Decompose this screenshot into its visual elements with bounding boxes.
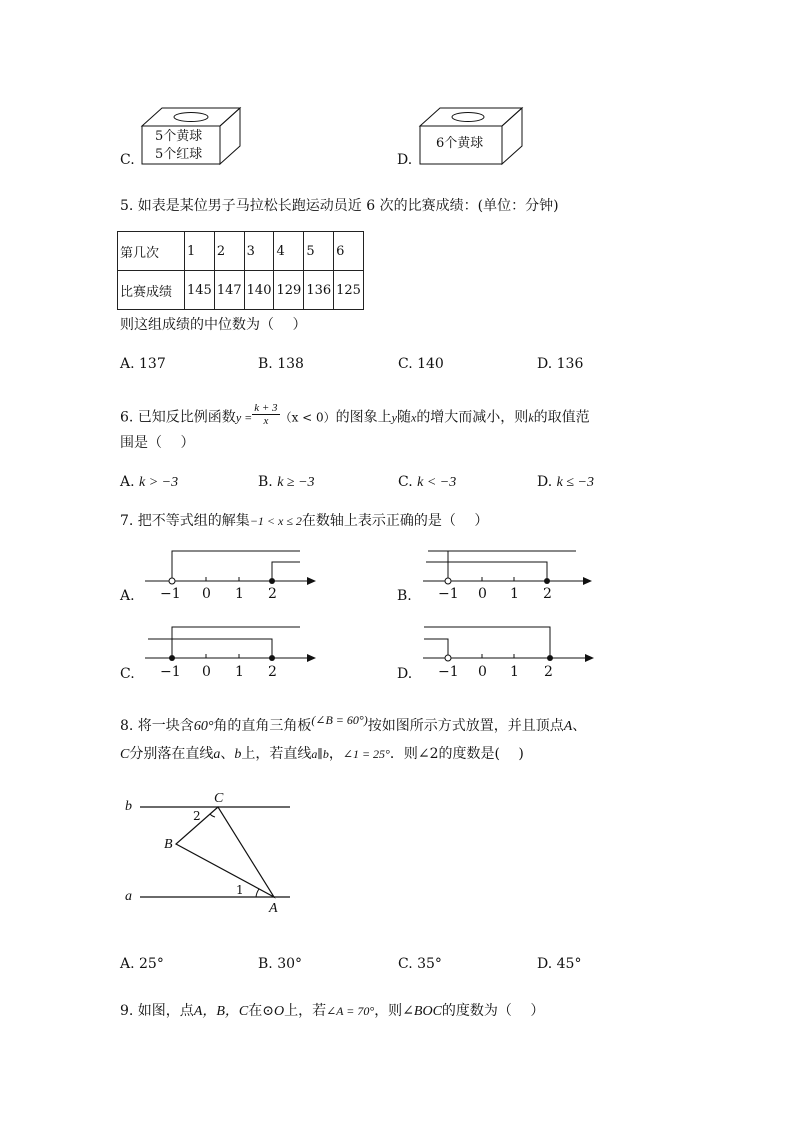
q8-option-a: A. 25° (120, 956, 164, 972)
table-cell: 129 (274, 271, 304, 310)
score-table (117, 231, 364, 310)
q6-stem-b: 的图象上 (335, 409, 392, 426)
q8-point-c: C (120, 747, 130, 762)
q8-text: 、 (572, 718, 587, 734)
option-label: C. (398, 474, 413, 490)
q9-points: A，B，C (193, 1004, 249, 1019)
option-label: D. (537, 474, 553, 490)
q8-line-b: b (234, 747, 242, 762)
q7-stem (120, 511, 488, 531)
fig-label-angle-1: 1 (236, 883, 244, 897)
table-cell: 125 (334, 271, 364, 310)
q4-option-c-line2: 5个红球 (155, 147, 203, 162)
q8-text: 上，若直线 (241, 746, 312, 762)
q8-option-d: D. 45° (537, 956, 582, 972)
table-cell: 比赛成绩 (118, 271, 185, 310)
tick-label: 1 (510, 586, 519, 602)
option-label: B. (258, 474, 273, 490)
table-cell: 5 (304, 232, 334, 271)
q6-option-b (258, 472, 315, 493)
q6-stem-line1 (120, 402, 590, 430)
tick-label: −1 (438, 586, 459, 602)
q9-text: 上，若 (284, 1003, 327, 1019)
q5-stem: 5. 如表是某位男子马拉松长跑运动员近 6 次的比赛成绩：(单位：分钟) (120, 198, 559, 214)
q4-option-d-line1: 6个黄球 (436, 136, 484, 151)
q7-stem-b: 在数轴上表示正确的是（ ） (301, 513, 489, 529)
q8-line-a: a (213, 747, 221, 762)
option-value: k > −3 (139, 475, 179, 490)
q5-option-d: D. 136 (537, 356, 584, 372)
tick-label: 0 (202, 664, 211, 680)
q8-text: ， (328, 746, 343, 762)
q9-angle-a: ∠A = 70° (326, 1004, 375, 1018)
q5-option-b: B. 138 (258, 356, 304, 372)
table-cell: 6 (334, 232, 364, 271)
q6-func-y: y = (235, 410, 253, 425)
tick-label: −1 (160, 586, 181, 602)
q6-var-x: x (410, 410, 417, 425)
table-cell: 4 (274, 232, 304, 271)
table-cell: 145 (185, 271, 215, 310)
q9-stem (120, 1001, 544, 1022)
table-cell: 140 (244, 271, 274, 310)
q8-option-c: C. 35° (398, 956, 442, 972)
tick-label: 1 (235, 664, 244, 680)
table-cell: 1 (185, 232, 215, 271)
q6-var-y: y (391, 410, 397, 425)
q5-option-a: A. 137 (120, 356, 166, 372)
q6-stem-e: 的取值范 (533, 409, 590, 426)
q8-angle-1: ∠1 = 25° (342, 747, 390, 761)
q6-stem-line2: 围是（ ） (120, 435, 195, 451)
fig-label-b: b (125, 799, 132, 814)
q8-text: 分别落在直线 (129, 746, 214, 762)
option-label: A. (120, 474, 135, 490)
table-row (118, 271, 364, 310)
q6-option-d (537, 472, 594, 493)
tick-label: 2 (543, 586, 552, 602)
q6-option-c (398, 472, 456, 493)
q5-option-c: C. 140 (398, 356, 444, 372)
tick-label: 2 (544, 664, 553, 680)
q8-text: 、 (220, 746, 235, 762)
table-cell: 136 (304, 271, 334, 310)
option-value: k < −3 (417, 475, 457, 490)
tick-label: 1 (235, 586, 244, 602)
table-cell: 2 (214, 232, 244, 271)
q6-stem-c: 随 (396, 409, 411, 426)
q6-fraction (252, 402, 279, 427)
q6-stem-d: 的增大而减小，则 (416, 409, 529, 426)
fig-label-big-b: B (164, 837, 173, 852)
table-cell: 第几次 (118, 232, 185, 271)
q8-text: ．则∠2的度数是( ) (389, 746, 524, 762)
q4-option-c-label: C. (120, 152, 135, 168)
q6-option-a (120, 472, 178, 493)
q6-condition: （x < 0） (279, 410, 336, 425)
tick-label: −1 (160, 664, 181, 680)
tick-label: 2 (268, 586, 277, 602)
q6-frac-den: x (263, 415, 269, 427)
tick-label: −1 (438, 664, 459, 680)
q9-text: 的度数为（ ） (441, 1003, 545, 1019)
tick-label: 0 (202, 586, 211, 602)
q7-option-b-label: B. (397, 588, 412, 604)
tick-label: 2 (268, 664, 277, 680)
table-cell: 3 (244, 232, 274, 271)
tick-label: 1 (510, 664, 519, 680)
fig-label-big-a: A (269, 901, 278, 916)
q8-degree: 60° (193, 719, 214, 734)
q7-stem-a: 7. 把不等式组的解集 (120, 513, 250, 529)
q8-point-a: A (563, 719, 573, 734)
q5-question: 则这组成绩的中位数为（ ） (120, 317, 307, 333)
q6-stem-a: 6. 已知反比例函数 (120, 409, 236, 426)
tick-label: 0 (478, 586, 487, 602)
tick-label: 0 (478, 664, 487, 680)
q9-angle-boc: ∠BOC (402, 1004, 442, 1019)
q7-option-c-label: C. (120, 666, 135, 682)
q9-circle: ⊙O (262, 1004, 285, 1019)
q8-text: 按如图所示方式放置，并且顶点 (367, 718, 564, 734)
option-value: k ≤ −3 (556, 475, 594, 490)
q8-option-b: B. 30° (258, 956, 303, 972)
table-cell: 147 (214, 271, 244, 310)
q8-parallel: a∥b (311, 747, 329, 761)
q9-text: 在 (248, 1003, 263, 1019)
q8-text: 角的直角三角板 (213, 718, 312, 734)
table-row (118, 232, 364, 271)
q6-frac-num: k + 3 (254, 402, 278, 414)
q7-option-d-label: D. (397, 666, 413, 682)
q8-text: 8. 将一块含 (120, 718, 194, 734)
q8-stem-line1 (120, 713, 587, 737)
q7-inequality: −1 < x ≤ 2 (249, 514, 302, 528)
fig-label-c: C (214, 791, 224, 806)
q4-option-d-label: D. (397, 152, 413, 168)
q4-option-c-line1: 5个黄球 (155, 129, 203, 144)
q8-stem-line2 (120, 744, 524, 765)
q8-angle-b: (∠B = 60°) (311, 713, 368, 727)
q7-option-a-label: A. (120, 588, 135, 604)
q9-text: ，则 (374, 1003, 403, 1019)
q9-text: 9. 如图，点 (120, 1003, 194, 1019)
option-value: k ≥ −3 (277, 475, 315, 490)
fig-label-a: a (125, 889, 132, 904)
fig-label-angle-2: 2 (193, 809, 201, 823)
q6-var-k: k (528, 410, 534, 425)
